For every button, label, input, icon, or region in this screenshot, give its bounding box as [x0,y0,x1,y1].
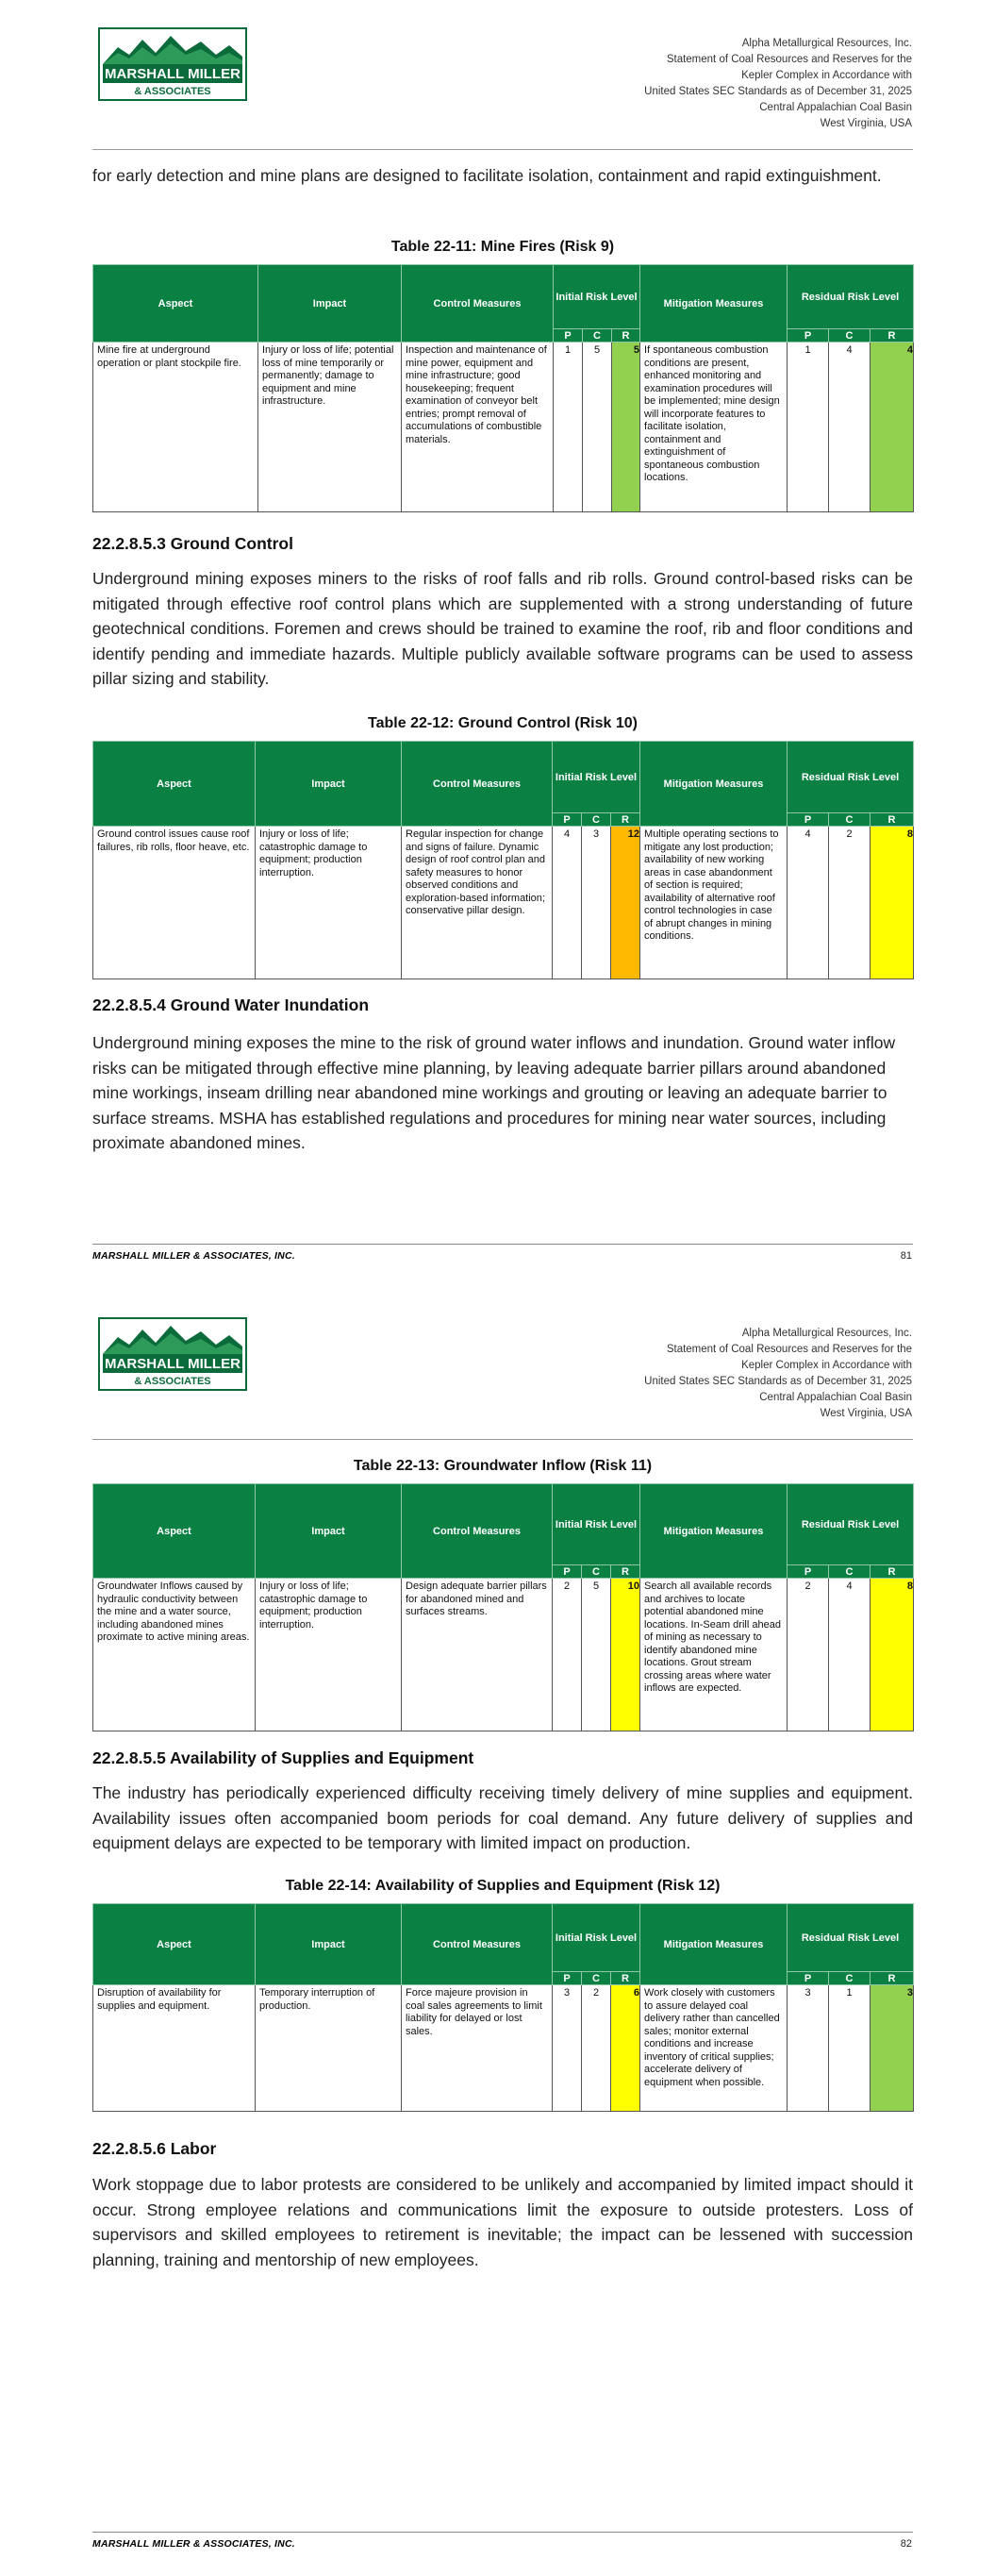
col-r: R [611,1972,640,1985]
col-control: Control Measures [402,265,554,343]
cell-control: Force majeure provision in coal sales agreements to limit liability for delayed or lost sales. [402,1985,553,2112]
col-p: P [553,813,582,827]
cell-residual-r: 4 [871,343,914,512]
cell-mitigation: Search all available records and archives to locate potential abandoned mine locations. In-Seam drill ahead of mining as necessary to identify abandoned mine locations. Grout stream crossing areas where water inflows are expected. [640,1579,788,1731]
cell-residual-p: 3 [788,1985,829,2112]
header-line: West Virginia, USA [820,1408,912,1419]
svg-text:& ASSOCIATES: & ASSOCIATES [134,86,211,97]
col-aspect: Aspect [93,1904,256,1985]
col-initial-risk: Initial Risk Level [554,265,640,329]
col-p: P [553,1565,582,1579]
cell-residual-c: 4 [829,343,871,512]
section-heading: 22.2.8.5.3 Ground Control [92,534,293,553]
table-caption: Table 22-14: Availability of Supplies and Equipment (Risk 12) [285,1878,721,1894]
col-impact: Impact [256,742,402,827]
cell-initial-c: 3 [582,827,611,979]
table-row [93,1579,914,1731]
page-number: 81 [900,1250,912,1262]
cell-residual-c: 1 [829,1985,871,2112]
col-c: C [829,813,871,827]
cell-initial-c: 2 [582,1985,611,2112]
cell-impact: Injury or loss of life; potential loss of mine temporarily or permanently; damage to equipment and mine infrastructure. [258,343,402,512]
cell-residual-c: 2 [829,827,871,979]
col-r: R [871,329,914,343]
svg-text:MARSHALL MILLER: MARSHALL MILLER [105,1356,240,1372]
col-residual-risk: Residual Risk Level [788,1904,914,1972]
cell-initial-c: 5 [583,343,612,512]
footer-company: MARSHALL MILLER & ASSOCIATES, INC. [92,1250,295,1262]
col-initial-risk: Initial Risk Level [553,1904,640,1972]
col-residual-risk: Residual Risk Level [788,265,914,329]
cell-initial-c: 5 [582,1579,611,1731]
risk-table-groundwater-inflow [92,1483,914,1731]
header-company: Alpha Metallurgical Resources, Inc. [741,38,912,49]
col-impact: Impact [256,1904,402,1985]
section-heading: 22.2.8.5.5 Availability of Supplies and Equipment [92,1748,474,1767]
col-p: P [788,329,829,343]
cell-aspect: Mine fire at underground operation or plant stockpile fire. [93,343,258,512]
col-impact: Impact [258,265,402,343]
col-r: R [612,329,640,343]
cell-mitigation: If spontaneous combustion conditions are present, enhanced monitoring and examination procedures will be implemented; mine design will incorporate features to facilitate isolation, containment and extinguishment of spontaneous combustion locations. [640,343,788,512]
header-line: Central Appalachian Coal Basin [759,102,912,113]
cell-control: Inspection and maintenance of mine power, equipment and mine infrastructure; good housekeeping; frequent examination of conveyor belt entries; prompt removal of accumulations of combustible materials. [402,343,554,512]
cell-residual-r: 8 [871,827,914,979]
page-header [644,36,912,132]
col-r: R [611,813,640,827]
header-divider [92,1439,913,1440]
col-initial-risk: Initial Risk Level [553,1484,640,1565]
footer-company: MARSHALL MILLER & ASSOCIATES, INC. [92,2538,295,2550]
cell-aspect: Groundwater Inflows caused by hydraulic conductivity between the mine and a water source, including abandoned mines proximate to active mining areas. [93,1579,256,1731]
table-caption: Table 22-12: Ground Control (Risk 10) [368,715,638,731]
col-c: C [582,813,611,827]
col-p: P [553,1972,582,1985]
col-c: C [582,1972,611,1985]
risk-table-ground-control [92,741,914,979]
col-aspect: Aspect [93,265,258,343]
cell-initial-r: 10 [611,1579,640,1731]
intro-paragraph: for early detection and mine plans are designed to facilitate isolation, containment and rapid extinguishment. [92,166,882,185]
col-initial-risk: Initial Risk Level [553,742,640,813]
labor-paragraph: Work stoppage due to labor protests are considered to be unlikely and accompanied by limited impact should it occur. Strong employee relations and communications limit the exposure to outside protesters. Loss of supervisors and skilled employees to retirement is inevitable; the impact can be lessened with succession planning, training and mentorship of new employees. [92,2175,913,2269]
col-p: P [554,329,583,343]
header-line: Kepler Complex in Accordance with [741,70,912,81]
col-c: C [829,329,871,343]
header-divider [92,149,913,150]
col-mitigation: Mitigation Measures [640,265,788,343]
page-82 [0,1288,995,2576]
cell-residual-p: 4 [788,827,829,979]
col-c: C [583,329,612,343]
risk-table-mine-fires [92,264,914,512]
col-aspect: Aspect [93,742,256,827]
cell-initial-r: 6 [611,1985,640,2112]
cell-initial-p: 1 [554,343,583,512]
cell-residual-p: 2 [788,1579,829,1731]
cell-initial-r: 5 [612,343,640,512]
col-p: P [788,1972,829,1985]
col-mitigation: Mitigation Measures [640,1484,788,1579]
header-line: Kepler Complex in Accordance with [741,1360,912,1371]
table-caption: Table 22-11: Mine Fires (Risk 9) [390,239,615,255]
col-control: Control Measures [402,742,553,827]
table-row [93,827,914,979]
cell-initial-p: 3 [553,1985,582,2112]
cell-aspect: Disruption of availability for supplies and equipment. [93,1985,256,2112]
col-p: P [788,1565,829,1579]
header-company: Alpha Metallurgical Resources, Inc. [741,1328,912,1339]
col-control: Control Measures [402,1484,553,1579]
section-heading: 22.2.8.5.6 Labor [92,2139,217,2158]
company-logo [97,26,248,102]
section-heading: 22.2.8.5.4 Ground Water Inundation [92,995,370,1014]
col-c: C [829,1972,871,1985]
page-number: 82 [900,2538,912,2550]
col-residual-risk: Residual Risk Level [788,742,914,813]
cell-control: Regular inspection for change and signs of failure. Dynamic design of roof control plan and safety measures to honor observed conditions and exploration-based information; conservative pillar design. [402,827,553,979]
col-control: Control Measures [402,1904,553,1985]
page-header [644,1326,912,1422]
company-logo [97,1316,248,1392]
header-line: Statement of Coal Resources and Reserves for the [666,54,912,65]
cell-residual-r: 8 [871,1579,914,1731]
col-impact: Impact [256,1484,402,1579]
ground-control-paragraph: Underground mining exposes miners to the risks of roof falls and rib rolls. Ground control-based risks can be mitigated through effective roof control plans which are supplemented with a strong understanding of future geotechnical conditions. Foremen and crews should be trained to examine the roof, rib and floor conditions and identify pending and immediate hazards. Multiple publicly available software programs can be used to assess pillar sizing and stability. [92,569,913,688]
header-line: Statement of Coal Resources and Reserves for the [666,1344,912,1355]
col-aspect: Aspect [93,1484,256,1579]
header-line: United States SEC Standards as of December 31, 2025 [644,1376,912,1387]
header-line: West Virginia, USA [820,118,912,129]
col-r: R [871,1972,914,1985]
cell-mitigation: Work closely with customers to assure delayed coal delivery rather than cancelled sales; monitor external conditions and increase inventory of critical supplies; accelerate delivery of equipment when possible. [640,1985,788,2112]
cell-impact: Injury or loss of life; catastrophic damage to equipment; production interruption. [256,827,402,979]
cell-residual-p: 1 [788,343,829,512]
cell-initial-p: 4 [553,827,582,979]
cell-impact: Injury or loss of life; catastrophic damage to equipment; production interruption. [256,1579,402,1731]
cell-initial-r: 12 [611,827,640,979]
cell-residual-c: 4 [829,1579,871,1731]
footer-divider [92,2532,913,2533]
col-r: R [611,1565,640,1579]
col-mitigation: Mitigation Measures [640,1904,788,1985]
col-p: P [788,813,829,827]
cell-initial-p: 2 [553,1579,582,1731]
col-r: R [871,813,914,827]
svg-text:MARSHALL MILLER: MARSHALL MILLER [105,66,240,82]
table-row [93,343,914,512]
table-caption: Table 22-13: Groundwater Inflow (Risk 11) [353,1458,653,1474]
col-mitigation: Mitigation Measures [640,742,788,827]
cell-impact: Temporary interruption of production. [256,1985,402,2112]
cell-residual-r: 3 [871,1985,914,2112]
header-line: Central Appalachian Coal Basin [759,1392,912,1403]
col-residual-risk: Residual Risk Level [788,1484,914,1565]
col-c: C [582,1565,611,1579]
header-line: United States SEC Standards as of December 31, 2025 [644,86,912,97]
cell-control: Design adequate barrier pillars for abandoned mined and surfaces streams. [402,1579,553,1731]
supplies-paragraph: The industry has periodically experienced difficulty receiving timely delivery of mine supplies and equipment. Availability issues often accompanied boom periods for coal demand. Any future delivery of supplies and equipment delays are expected to be temporary with limited impact on production. [92,1783,913,1852]
risk-table-supplies-equipment [92,1903,914,2112]
footer-divider [92,1244,913,1245]
col-c: C [829,1565,871,1579]
table-row [93,1985,914,2112]
ground-water-paragraph: Underground mining exposes the mine to the risk of ground water inflows and inundation. Ground water inflow risks can be mitigated through effective mine planning, by leaving adequate barrier pillars around abandoned mine workings, inseam drilling near abandoned mine workings and grouting or leaving an adequate barrier to surface streams. MSHA has established regulations and procedures for mining near water sources, including proximate abandoned mines. [92,1033,896,1152]
svg-text:& ASSOCIATES: & ASSOCIATES [134,1376,211,1387]
cell-aspect: Ground control issues cause roof failures, rib rolls, floor heave, etc. [93,827,256,979]
cell-mitigation: Multiple operating sections to mitigate any lost production; availability of new working areas in case abandonment of section is required; availability of alternative roof control technologies in case of abrupt changes in mining conditions. [640,827,788,979]
col-r: R [871,1565,914,1579]
